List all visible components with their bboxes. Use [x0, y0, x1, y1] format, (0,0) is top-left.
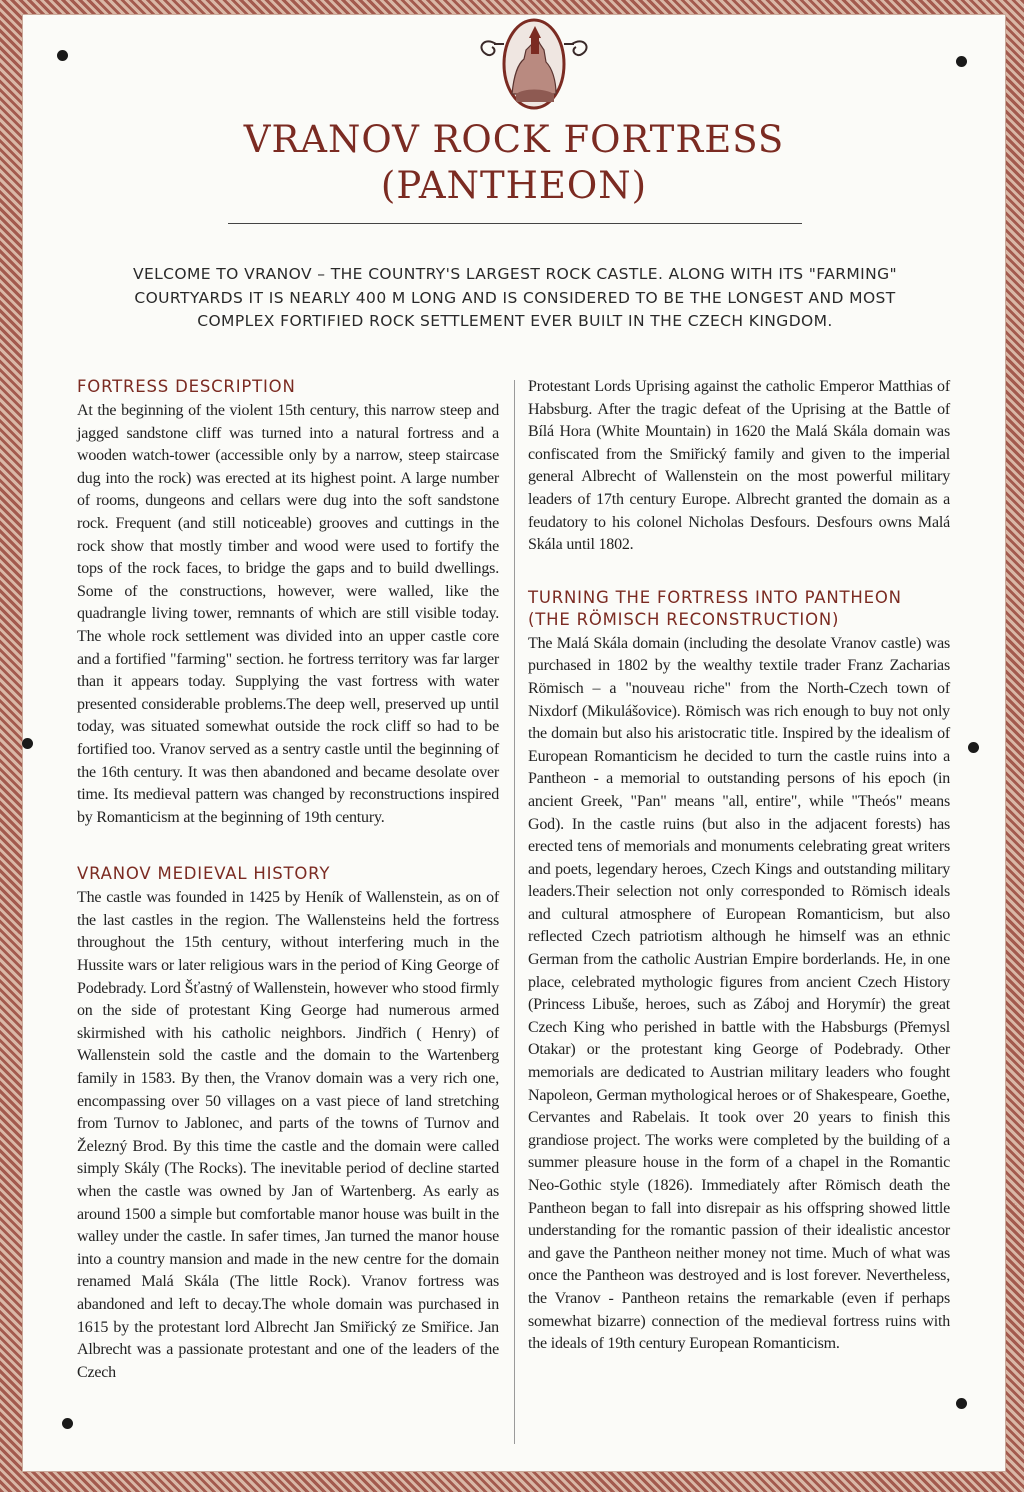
section-heading-pantheon: TURNING THE FORTRESS INTO PANTHEON (THE RÖMISCH RECONSTRUCTION)	[528, 587, 902, 629]
section-heading-description: FORTRESS DESCRIPTION	[77, 377, 296, 396]
screw-hole-icon	[956, 56, 967, 67]
screw-hole-icon	[968, 742, 979, 753]
section-heading-history: VRANOV MEDIEVAL HISTORY	[77, 864, 331, 884]
section-body-pantheon: The Malá Skála domain (including the desolate Vranov castle) was purchased in 1802 by the wealthy textile trader Franz Zacharias Römisch – a "nouveau riche" from the North-Czech town of Nixdorf (Mikulášovice). Römisch was rich enough to buy not only the domain but also his aristocratic title. Inspired by the idealism of European Romanticism he decided to turn the castle ruins into a Pantheon - a memorial to outstanding persons of his epoch (in ancient Greek, "Pan" means "all, entire", while "Theós" means God). In the castle ruins (but also in the adjacent forests) has erected tens of memorials and monuments celebrating great writers and poets, legendary heroes, Czech Kings and outstanding military leaders.Their selection not only corresponded to Römisch ideals and cultural atmosphere of European Romanticism, but also reflected Czech patriotism although he himself was an ethnic German from the catholic Austrian Empire borderlands. He, in one place, celebrated mythologic figures from ancient Czech History (Princess Libuše, heroes, such as Záboj and Horymír) the great Czech King who perished in battle with the Habsburgs (Přemysl Otakar) or the protestant king George of Podebrady. Other memorials are dedicated to Austrian military leaders who fought Napoleon, German mythological heroes or of Shakespeare, Goethe, Cervantes and Rabelais. It took over 20 years to finish this grandiose project. The works were completed by the building of a summer pleasure house in the form of a chapel in the Romantic Neo-Gothic style (1826). Immediately after Römisch death the Pantheon began to fall into disrepair as his offspring showed little understanding for the romantic passion of their idealistic ancestor and gave the Pantheon neither money not time. Much of what was once the Pantheon was destroyed and is lost forever. Nevertheless, the Vranov - Pantheon retains the remarkable (even if perhaps somewhat bizarre) connection of the medieval fortress ruins with the ideals of 19th century European Romanticism.	[528, 634, 950, 1353]
title-divider	[228, 223, 802, 224]
screw-hole-icon	[22, 738, 33, 749]
section-body-history: The castle was founded in 1425 by Heník of Wallenstein, as on of the last castles in the region. The Wallensteins held the fortress throughout the 15th century, without interfering much in the Hussite wars or later religious wars in the period of King George of Podebrady. Lord Šťastný of Wallenstein, however who stood firmly on the side of protestant King George had numerous armed skirmished with his catholic neighbors. Jindřich ( Henry) of Wallenstein sold the castle and the domain to the Wartenberg family in 1583. By then, the Vranov domain was a very rich one, encompassing over 50 villages on a vast piece of land stretching from Turnov to Jablonec, and parts of the towns of Turnov and Železný Brod. By this time the castle and the domain were called simply Skály (The Rocks). The inevitable period of decline started when the castle was owned by Jan of Wartenberg. As early as around 1500 a simple but comfortable manor house was built in the walley under the castle. In safer times, Jan turned the manor house into a country mansion and made in the new centre for the domain renamed Malá Skála (The little Rock). Vranov fortress was abandoned and left to decay.The whole domain was purchased in 1615 by the protestant lord Albrecht Jan Smiřický ze Smiřice. Jan Albrecht was a passionate protestant and one of the leaders of the Czech	[77, 889, 499, 1381]
sign-title-line2: (PANTHEON)	[380, 164, 648, 207]
intro-paragraph: VELCOME TO VRANOV – THE COUNTRY'S LARGEST ROCK CASTLE. ALONG WITH ITS "FARMING" COURTYARDS IT IS NEARLY 400 M LONG AND IS CONSIDERED TO BE THE LONGEST AND MOST COMPLEX FORTIFIED ROCK SETTLEMENT EVER BUILT IN THE CZECH KINGDOM.	[132, 265, 898, 330]
section-body-history-continued: Protestant Lords Uprising against the catholic Emperor Matthias of Habsburg. After the tragic defeat of the Uprising at the Battle of Bílá Hora (White Mountain) in 1620 the Malá Skála domain was confiscated from the Smiřický family and given to the imperial general Albrecht of Wallenstein on the most powerful military leaders of 17th century Europe. Albrecht granted the domain as a feudatory to his colonel Nicholas Desfours. Desfours owns Malá Skála until 1802.	[528, 378, 950, 554]
column-divider	[514, 380, 515, 1444]
castle-rock-emblem-icon	[474, 14, 594, 124]
right-column	[528, 376, 950, 1356]
left-column	[77, 376, 499, 1384]
section-body-description: At the beginning of the violent 15th century, this narrow steep and jagged sandstone cliff was turned into a natural fortress and a wooden watch-tower (accessible only by a narrow, steep staircase dug into the rock) was erected at its highest point. A large number of rooms, dungeons and cellars were dug into the soft sandstone rock. Frequent (and still noticeable) grooves and cuttings in the rock show that mostly timber and wood were used to fortify the tops of the rock faces, to bridge the gaps and to build dwellings. Some of the constructions, however, were walled, like the quadrangle living tower, remnants of which are still visible today. The whole rock settlement was divided into an upper castle core and a fortified "farming" section. he fortress territory was far larger than it appears today. Supplying the vast fortress with water presented considerable problems.The deep well, preserved up until today, was situated somewhat outside the rock cliff so had to be fortified too. Vranov served as a sentry castle until the beginning of the 16th century. It was then abandoned and became desolate over time. Its medieval pattern was changed by reconstructions inspired by Romanticism at the beginning of 19th century.	[77, 402, 499, 826]
screw-hole-icon	[57, 50, 68, 61]
screw-hole-icon	[956, 1398, 967, 1409]
sign-panel	[22, 14, 1006, 1472]
sign-title-line1: VRANOV ROCK FORTRESS	[243, 118, 785, 161]
screw-hole-icon	[62, 1418, 73, 1429]
